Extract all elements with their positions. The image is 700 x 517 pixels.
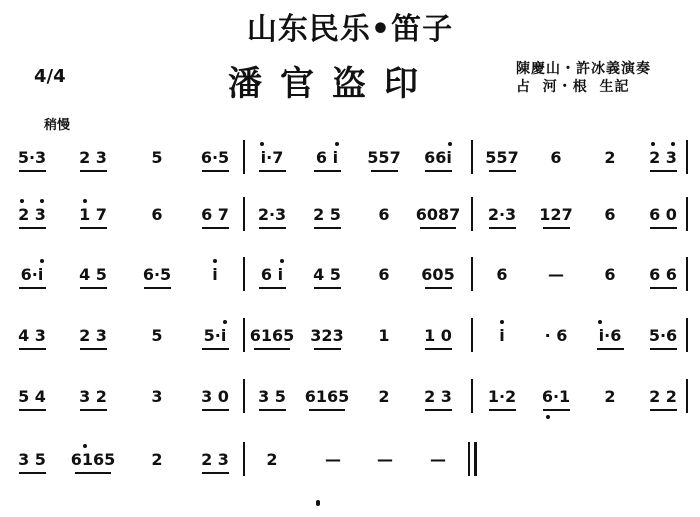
note-group: 2 <box>151 450 163 469</box>
note-group: 6·5 <box>142 265 172 284</box>
score-row <box>0 442 700 482</box>
barline <box>686 318 688 352</box>
beat-underline <box>80 348 107 350</box>
note-group: i·7 <box>260 148 284 167</box>
note-group: 6165 <box>304 387 350 406</box>
beat-underline <box>425 409 452 411</box>
final-barline <box>474 442 477 476</box>
note-group: 2 2 <box>649 387 677 406</box>
note-group: 1·2 <box>487 387 517 406</box>
note-group: 66i <box>424 148 452 167</box>
octave-high-dot <box>335 142 339 146</box>
performer-credit: 陳慶山・許冰義演奏 <box>516 61 651 77</box>
beat-underline <box>597 348 624 350</box>
barline <box>686 197 688 231</box>
note-group: 6165 <box>70 450 116 469</box>
note-group: 4 5 <box>313 265 341 284</box>
octave-high-dot <box>40 259 44 263</box>
beat-underline <box>80 170 107 172</box>
score-row <box>0 197 700 237</box>
beat-underline <box>19 170 46 172</box>
note-group: 5·i <box>203 326 227 345</box>
beat-underline <box>80 227 107 229</box>
note-group: 2·3 <box>257 205 287 224</box>
note-group: 3 0 <box>201 387 229 406</box>
note-group: 2 3 <box>79 326 107 345</box>
note-group: 6·5 <box>200 148 230 167</box>
beat-underline <box>259 170 286 172</box>
sustain-dash: — <box>325 450 341 469</box>
beat-underline <box>489 227 516 229</box>
note-group: 5 <box>151 326 163 345</box>
octave-high-dot <box>651 142 655 146</box>
barline <box>243 379 245 413</box>
beat-underline <box>425 170 452 172</box>
score-row <box>0 318 700 358</box>
transcriber-credit: 占 河・根 生記 <box>516 79 630 95</box>
beat-underline <box>650 409 677 411</box>
collection-title: 山东民乐•笛子 <box>246 12 454 47</box>
note-group: 6 <box>151 205 163 224</box>
beat-underline <box>650 170 677 172</box>
beat-underline <box>309 409 345 411</box>
note-group: 557 <box>367 148 401 167</box>
barline <box>243 442 245 476</box>
octave-low-dot <box>546 415 550 419</box>
note-group: 1 0 <box>424 326 452 345</box>
octave-high-dot <box>40 199 44 203</box>
note-group: 2 3 <box>18 205 46 224</box>
note-group: 2 3 <box>649 148 677 167</box>
note-group: 6165 <box>249 326 295 345</box>
note-group: 6 7 <box>201 205 229 224</box>
note-group: 2 3 <box>424 387 452 406</box>
barline <box>686 140 688 174</box>
sustain-dash: — <box>430 450 446 469</box>
octave-high-dot <box>598 320 602 324</box>
beat-underline <box>202 227 229 229</box>
note-group: 6·i <box>20 265 44 284</box>
beat-underline <box>650 348 677 350</box>
beat-underline <box>19 227 46 229</box>
barline <box>686 257 688 291</box>
note-group: 6 <box>378 205 390 224</box>
beat-underline <box>425 348 452 350</box>
note-group: i <box>212 265 218 284</box>
note-group: 557 <box>485 148 519 167</box>
beat-underline <box>259 227 286 229</box>
note-group: 6 <box>604 205 616 224</box>
beat-underline <box>314 348 341 350</box>
note-group: 3 5 <box>18 450 46 469</box>
beat-underline <box>202 472 229 474</box>
note-group: 2 3 <box>201 450 229 469</box>
score-row <box>0 257 700 297</box>
stray-ink-mark <box>316 500 320 506</box>
barline <box>243 140 245 174</box>
beat-underline <box>489 409 516 411</box>
beat-underline <box>19 348 46 350</box>
score-row <box>0 140 700 180</box>
piece-title: 潘官盗印 <box>228 64 436 104</box>
sustain-dash: — <box>548 265 564 284</box>
note-group: 6 i <box>315 148 339 167</box>
beat-underline <box>650 227 677 229</box>
barline <box>686 379 688 413</box>
beat-underline <box>314 170 341 172</box>
barline <box>243 197 245 231</box>
note-group: 6 6 <box>649 265 677 284</box>
beat-underline <box>425 287 452 289</box>
barline <box>471 318 473 352</box>
beat-underline <box>650 287 677 289</box>
note-group: 1 7 <box>79 205 107 224</box>
time-signature: 4/4 <box>34 66 66 87</box>
note-group: 2 <box>604 387 616 406</box>
note-group: 2 5 <box>313 205 341 224</box>
beat-underline <box>80 287 107 289</box>
octave-high-dot <box>448 142 452 146</box>
beat-underline <box>259 287 286 289</box>
beat-underline <box>202 348 229 350</box>
beat-underline <box>371 170 398 172</box>
note-group: 5 4 <box>18 387 46 406</box>
octave-high-dot <box>260 142 264 146</box>
note-group: 6 <box>378 265 390 284</box>
beat-underline <box>202 409 229 411</box>
beat-underline <box>489 170 516 172</box>
octave-high-dot <box>223 320 227 324</box>
octave-high-dot <box>83 444 87 448</box>
beat-underline <box>19 287 46 289</box>
beat-underline <box>543 227 570 229</box>
note-group: 3 <box>151 387 163 406</box>
note-group: 1 <box>378 326 390 345</box>
barline <box>243 318 245 352</box>
note-group: i·6 <box>598 326 622 345</box>
beat-underline <box>543 409 570 411</box>
beat-underline <box>19 409 46 411</box>
note-group: 2 3 <box>79 148 107 167</box>
note-group: 3 5 <box>258 387 286 406</box>
note-group: 6 <box>496 265 508 284</box>
beat-underline <box>202 170 229 172</box>
beat-underline <box>19 472 46 474</box>
note-group: 6 0 <box>649 205 677 224</box>
octave-high-dot <box>213 259 217 263</box>
note-group: 127 <box>539 205 573 224</box>
note-group: 4 5 <box>79 265 107 284</box>
barline <box>471 197 473 231</box>
beat-underline <box>420 227 456 229</box>
note-group: · 6 <box>544 326 568 345</box>
barline <box>471 257 473 291</box>
sustain-dash: — <box>377 450 393 469</box>
barline <box>471 140 473 174</box>
note-group: 2·3 <box>487 205 517 224</box>
tempo-marking: 稍慢 <box>44 118 71 133</box>
beat-underline <box>314 227 341 229</box>
beat-underline <box>254 348 290 350</box>
score-row <box>0 379 700 419</box>
note-group: 6087 <box>415 205 461 224</box>
beat-underline <box>259 409 286 411</box>
barline <box>243 257 245 291</box>
note-group: 6·1 <box>541 387 571 406</box>
note-group: 6 i <box>260 265 284 284</box>
octave-high-dot <box>280 259 284 263</box>
note-group: 323 <box>310 326 344 345</box>
note-group: 605 <box>421 265 455 284</box>
note-group: 5·6 <box>648 326 678 345</box>
octave-high-dot <box>500 320 504 324</box>
note-group: i <box>499 326 505 345</box>
note-group: 5 <box>151 148 163 167</box>
beat-underline <box>314 287 341 289</box>
note-group: 5·3 <box>17 148 47 167</box>
note-group: 2 <box>604 148 616 167</box>
note-group: 3 2 <box>79 387 107 406</box>
note-group: 2 <box>378 387 390 406</box>
note-group: 4 3 <box>18 326 46 345</box>
beat-underline <box>75 472 111 474</box>
note-group: 6 <box>550 148 562 167</box>
octave-high-dot <box>671 142 675 146</box>
octave-high-dot <box>20 199 24 203</box>
octave-high-dot <box>83 199 87 203</box>
beat-underline <box>80 409 107 411</box>
barline <box>471 379 473 413</box>
beat-underline <box>144 287 171 289</box>
note-group: 6 <box>604 265 616 284</box>
final-barline <box>468 442 470 476</box>
note-group: 2 <box>266 450 278 469</box>
